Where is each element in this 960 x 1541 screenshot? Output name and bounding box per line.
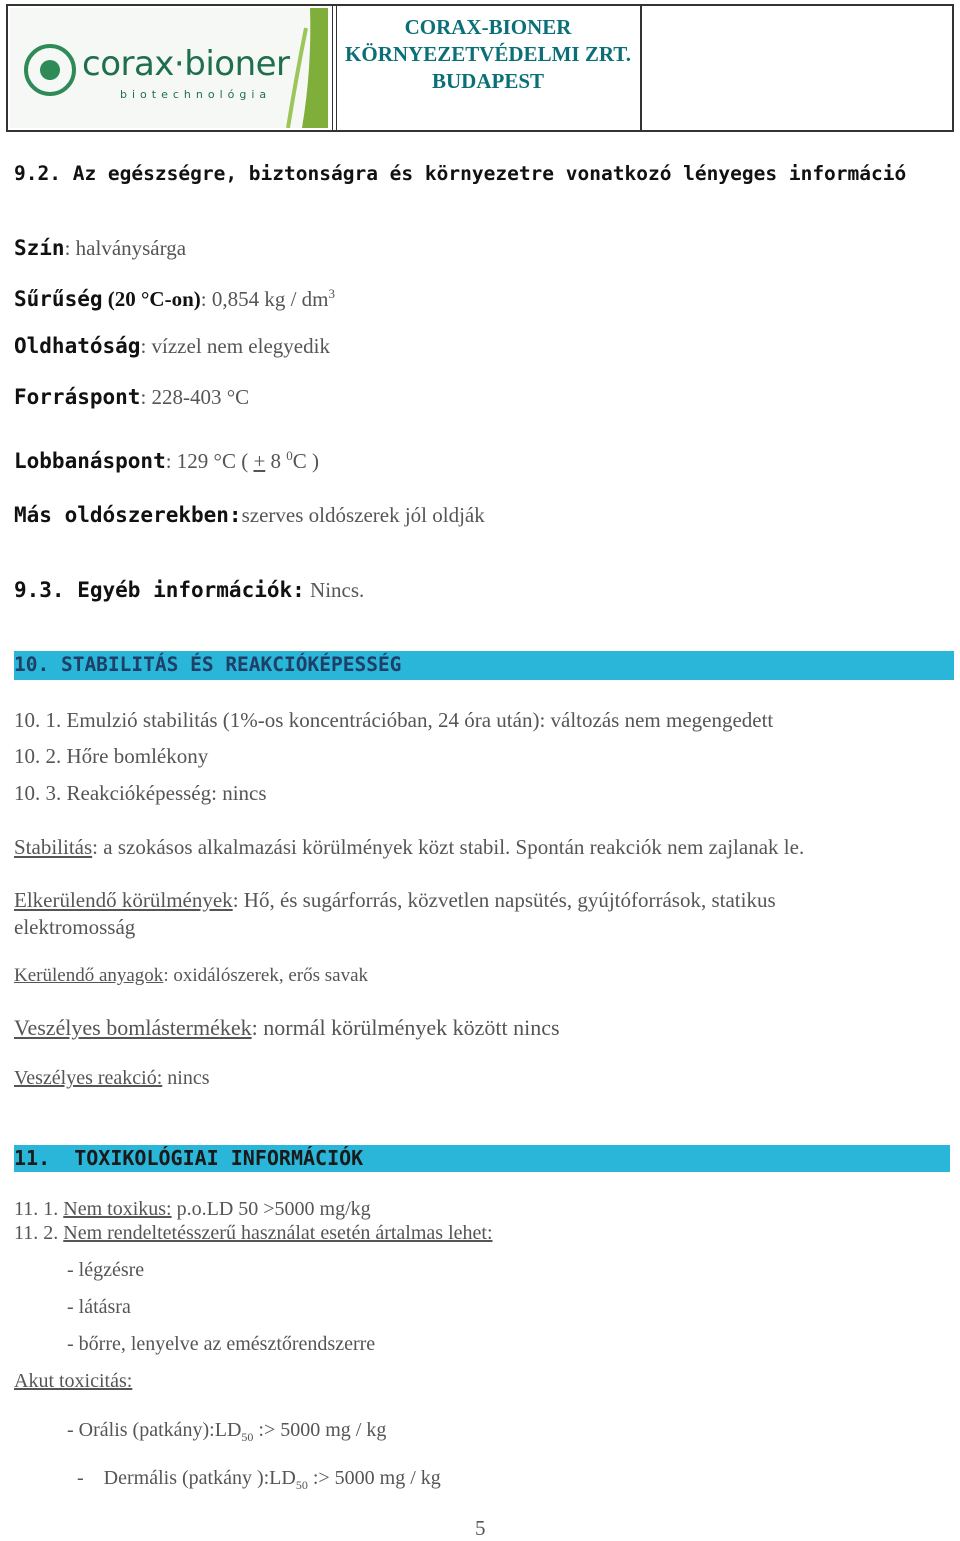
stability-label: Stabilitás: [14, 835, 93, 859]
section-11-heading: 11. TOXIKOLÓGIAI INFORMÁCIÓK: [14, 1146, 364, 1170]
density-label: Sűrűség: [14, 287, 103, 311]
flash-point-tolerance: 8: [265, 449, 287, 473]
boiling-point-label: Forráspont: [14, 385, 141, 409]
density-exponent: 3: [328, 286, 336, 301]
document-header: [6, 4, 954, 132]
stability-row: [14, 835, 804, 860]
acute-toxicity-label: Akut toxicitás:: [14, 1370, 133, 1392]
logo-subtitle: biotechnológia: [120, 88, 272, 101]
other-solvents-label: Más oldószerekben:: [14, 503, 242, 527]
section-11-item-1: [14, 1198, 371, 1221]
dermal-toxicity-value: :> 5000 mg / kg: [307, 1467, 441, 1489]
harm-bullet-1: - légzésre: [67, 1259, 145, 1281]
density-row: [14, 286, 335, 312]
logo-text: corax·bioner: [82, 44, 290, 84]
misuse-harm-label: Nem rendeltetésszerű használat esetén ártalmas lehet:: [63, 1222, 493, 1244]
decomposition-products-value: : normál körülmények között nincs: [251, 1015, 560, 1040]
density-value: : 0,854 kg / dm: [200, 287, 329, 311]
color-label: Szín: [14, 236, 65, 260]
not-toxic-label: Nem toxikus:: [63, 1198, 172, 1220]
conditions-to-avoid-value: : Hő, és sugárforrás, közvetlen napsütés, gyújtóforrások, statikus: [232, 888, 776, 912]
section-9-3-label: 9.3. Egyéb információk:: [14, 578, 305, 602]
solubility-row: [14, 334, 330, 359]
color-row: [14, 236, 186, 261]
hazardous-reaction-value: nincs: [162, 1067, 210, 1089]
boiling-point-row: [14, 385, 249, 410]
section-11-item-2: [14, 1222, 493, 1245]
section-10-heading: 10. STABILITÁS ÉS REAKCIÓKÉPESSÉG: [14, 653, 402, 676]
materials-to-avoid-row: [14, 965, 368, 987]
degree-superscript: 0: [286, 448, 293, 463]
section-9-3-value: Nincs.: [304, 578, 365, 602]
stability-value: : a szokásos alkalmazási körülmények közt stabil. Spontán reakciók nem zajlanak le.: [92, 835, 805, 859]
density-condition: (20 °C-on): [102, 287, 201, 311]
oral-toxicity-text: - Orális (patkány):LD: [67, 1419, 242, 1441]
section-10-item-3: 10. 3. Reakcióképesség: nincs: [14, 781, 267, 805]
section-9-2-heading: 9.2. Az egészségre, biztonságra és környezetre vonatkozó lényeges információ: [14, 162, 907, 185]
conditions-to-avoid-continued: elektromosság: [14, 915, 136, 939]
section-9-3-row: [14, 578, 364, 603]
materials-to-avoid-label: Kerülendő anyagok: [14, 965, 164, 986]
section-11-item-2-number: 11. 2.: [14, 1222, 64, 1244]
section-10-item-1: 10. 1. Emulzió stabilitás (1%-os koncentrációban, 24 óra után): változás nem megengedett: [14, 708, 774, 732]
other-solvents-row: [14, 503, 485, 528]
boiling-point-value: : 228-403 °C: [140, 385, 250, 409]
company-logo: [10, 8, 328, 128]
hazardous-reaction-label: Veszélyes reakció:: [14, 1067, 163, 1089]
not-toxic-value: p.o.LD 50 >5000 mg/kg: [171, 1198, 371, 1220]
oral-ld-subscript: 50: [241, 1430, 254, 1444]
flash-point-value: : 129 °C (: [165, 449, 254, 473]
oral-toxicity-value: :> 5000 mg / kg: [253, 1419, 387, 1441]
dermal-toxicity-text: - Dermális (patkány ):LD: [77, 1467, 296, 1489]
dermal-ld-subscript: 50: [295, 1478, 308, 1492]
header-divider: [332, 6, 333, 130]
color-value: : halványsárga: [64, 236, 187, 260]
flash-point-unit: C ): [292, 449, 320, 473]
hazardous-reaction-row: [14, 1067, 209, 1090]
harm-bullet-2: - látásra: [67, 1296, 131, 1318]
other-solvents-value: szerves oldószerek jól oldják: [241, 503, 485, 527]
decomposition-products-label: Veszélyes bomlástermékek: [14, 1015, 252, 1040]
section-11-item-1-number: 11. 1.: [14, 1198, 64, 1220]
conditions-to-avoid-row: [14, 888, 776, 913]
harm-bullet-3: - bőrre, lenyelve az emésztőrendszerre: [67, 1333, 376, 1355]
solubility-label: Oldhatóság: [14, 334, 141, 358]
flash-point-label: Lobbanáspont: [14, 449, 166, 473]
dermal-toxicity: [67, 1444, 441, 1493]
company-line-3: BUDAPEST: [431, 69, 545, 93]
company-line-2: KÖRNYEZETVÉDELMI ZRT.: [345, 42, 631, 66]
company-line-1: CORAX-BIONER: [404, 15, 572, 39]
solubility-value: : vízzel nem elegyedik: [140, 334, 330, 358]
company-name: [338, 14, 638, 95]
conditions-to-avoid-label: Elkerülendő körülmények: [14, 888, 233, 912]
flash-point-row: [14, 448, 319, 474]
oral-toxicity: [67, 1419, 386, 1445]
section-10-item-2: 10. 2. Hőre bomlékony: [14, 744, 209, 768]
header-divider: [640, 6, 642, 130]
materials-to-avoid-value: : oxidálószerek, erős savak: [163, 965, 369, 986]
plus-minus-sign: +: [253, 449, 266, 473]
header-divider: [336, 6, 337, 130]
page-number: 5: [475, 1516, 486, 1540]
decomposition-products-row: [14, 1015, 560, 1041]
